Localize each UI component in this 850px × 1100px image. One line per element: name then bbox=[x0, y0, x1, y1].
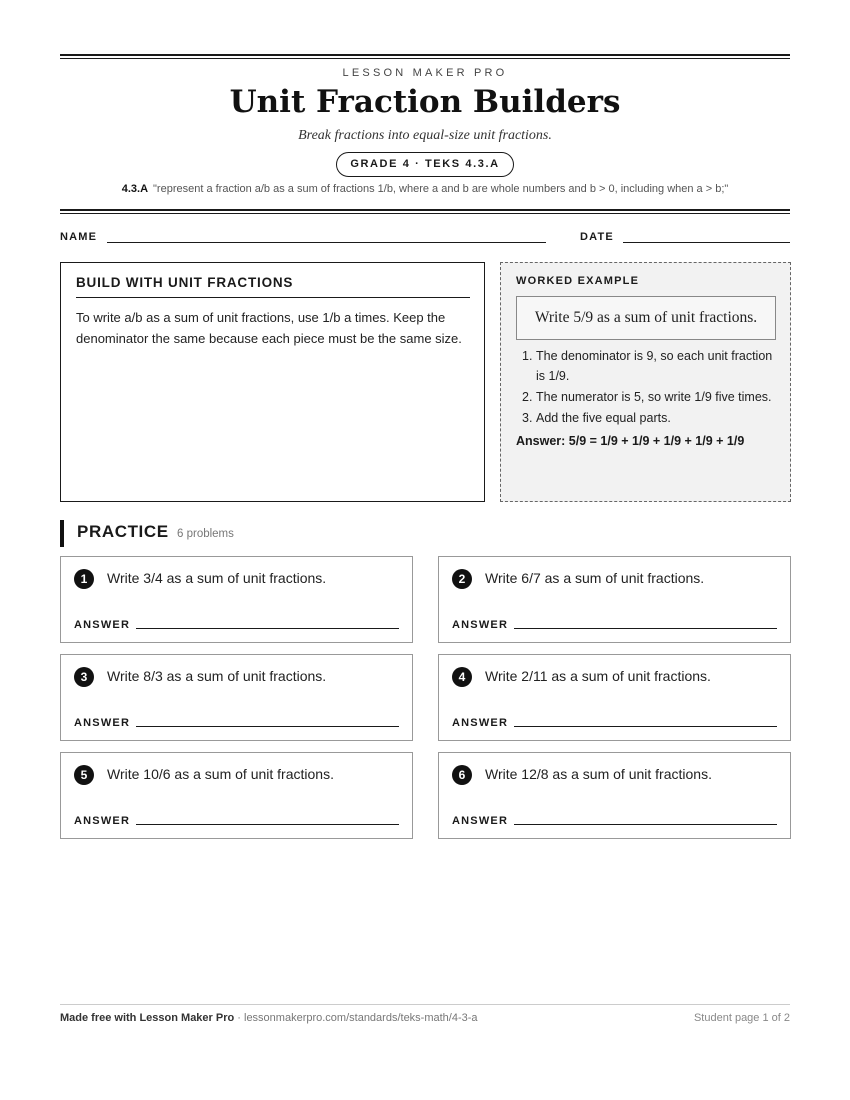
footer-url[interactable]: · lessonmakerpro.com/standards/teks-math/4-3-a bbox=[234, 1012, 478, 1024]
build-panel bbox=[60, 262, 485, 502]
header-bottom-rule bbox=[60, 209, 790, 214]
answer-field[interactable] bbox=[136, 824, 399, 825]
problem-number-badge: 2 bbox=[452, 569, 472, 589]
problem-card bbox=[60, 556, 413, 643]
footer-credit bbox=[60, 1012, 478, 1024]
problem-card bbox=[60, 654, 413, 741]
problem-number-badge: 6 bbox=[452, 765, 472, 785]
answer-field[interactable] bbox=[136, 628, 399, 629]
problem-card bbox=[60, 752, 413, 839]
standard-code: 4.3.A bbox=[121, 183, 149, 195]
problem-text: Write 6/7 as a sum of unit fractions. bbox=[485, 570, 705, 586]
grade-badge: GRADE 4 · TEKS 4.3.A bbox=[336, 152, 514, 177]
example-step: 1. The denominator is 9, so each unit fraction is 1/9. bbox=[522, 349, 773, 383]
date-field[interactable] bbox=[623, 242, 790, 243]
practice-accent-bar bbox=[60, 520, 64, 547]
answer-field[interactable] bbox=[514, 824, 777, 825]
answer-field[interactable] bbox=[514, 628, 777, 629]
problem-number-badge: 4 bbox=[452, 667, 472, 687]
answer-label: ANSWER bbox=[452, 815, 509, 827]
problem-card bbox=[438, 654, 791, 741]
standard-line bbox=[0, 183, 850, 195]
page-title: Unit Fraction Builders bbox=[229, 84, 621, 120]
answer-label: ANSWER bbox=[74, 717, 131, 729]
problem-number-badge: 3 bbox=[74, 667, 94, 687]
answer-field[interactable] bbox=[514, 726, 777, 727]
problem-card bbox=[438, 556, 791, 643]
footer-made-with: Made free with Lesson Maker Pro bbox=[60, 1012, 235, 1024]
date-label: DATE bbox=[580, 231, 614, 243]
answer-label: ANSWER bbox=[74, 815, 131, 827]
footer-rule bbox=[60, 1004, 790, 1005]
problem-text: Write 10/6 as a sum of unit fractions. bbox=[107, 766, 334, 782]
worked-example-label: WORKED EXAMPLE bbox=[516, 275, 640, 287]
practice-count: 6 problems bbox=[177, 528, 234, 540]
example-step: 2. The numerator is 5, so write 1/9 five times. bbox=[522, 390, 772, 404]
worked-example-prompt: Write 5/9 as a sum of unit fractions. bbox=[516, 296, 776, 340]
worked-example-answer: Answer: 5/9 = 1/9 + 1/9 + 1/9 + 1/9 + 1/9 bbox=[516, 434, 745, 448]
practice-title: PRACTICE bbox=[77, 522, 169, 541]
problem-text: Write 2/11 as a sum of unit fractions. bbox=[485, 668, 711, 684]
answer-label: ANSWER bbox=[452, 619, 509, 631]
answer-field[interactable] bbox=[136, 726, 399, 727]
worked-example-steps bbox=[516, 346, 776, 428]
header-top-rule bbox=[60, 54, 790, 59]
problem-number-badge: 5 bbox=[74, 765, 94, 785]
build-title: BUILD WITH UNIT FRACTIONS bbox=[76, 275, 470, 298]
build-text: To write a/b as a sum of unit fractions, use 1/b a times. Keep the denominator the same because each piece must be the same size. bbox=[76, 310, 462, 346]
name-label: NAME bbox=[60, 231, 98, 243]
name-field[interactable] bbox=[107, 242, 546, 243]
problem-text: Write 8/3 as a sum of unit fractions. bbox=[107, 668, 327, 684]
answer-label: ANSWER bbox=[452, 717, 509, 729]
page-subtitle: Break fractions into equal-size unit fractions. bbox=[298, 128, 552, 143]
problem-number-badge: 1 bbox=[74, 569, 94, 589]
answer-label: ANSWER bbox=[74, 619, 131, 631]
brand-name: LESSON MAKER PRO bbox=[342, 67, 508, 79]
problem-card bbox=[438, 752, 791, 839]
problem-text: Write 12/8 as a sum of unit fractions. bbox=[485, 766, 712, 782]
example-step: 3. Add the five equal parts. bbox=[522, 411, 671, 425]
worked-example-panel bbox=[500, 262, 791, 502]
standard-text: "represent a fraction a/b as a sum of fractions 1/b, where a and b are whole numbers and b > 0, including when a > b;" bbox=[153, 183, 729, 195]
problem-text: Write 3/4 as a sum of unit fractions. bbox=[107, 570, 327, 586]
footer-page-number: Student page 1 of 2 bbox=[693, 1012, 790, 1024]
